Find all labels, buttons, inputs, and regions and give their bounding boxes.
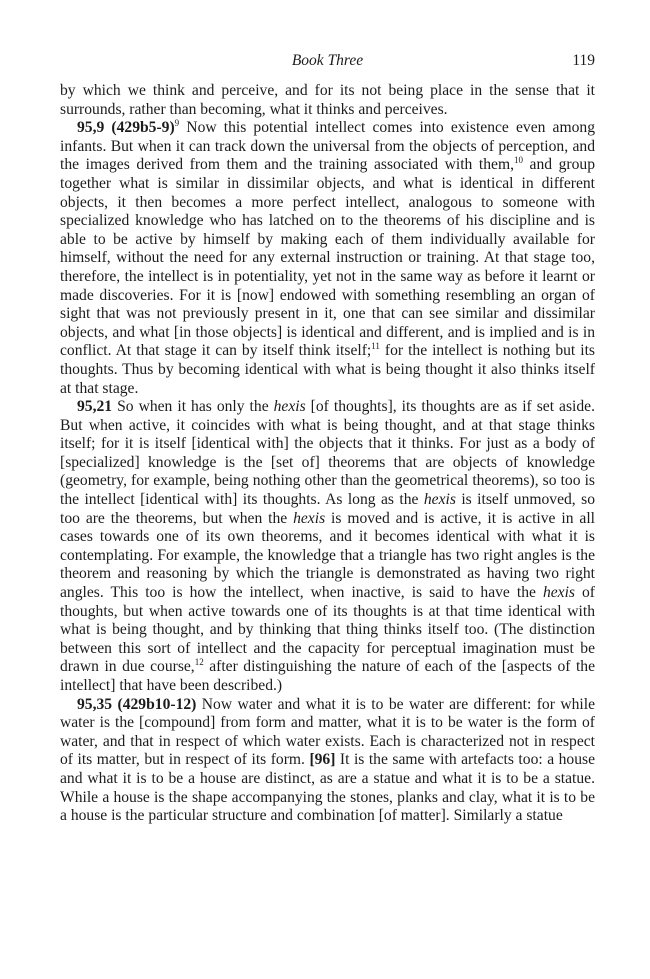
paragraph — [60, 696, 595, 826]
paragraph — [60, 82, 595, 119]
paragraph-text: Now this potential intellect comes into existence even among infants. But when it can track down the universal from the objects of perception, and the images derived from them and the training associated with them, — [60, 119, 595, 174]
footnote-marker: 9 — [174, 118, 180, 129]
italic-term: hexis — [423, 491, 456, 509]
paragraph-text: So when it has only the — [112, 398, 274, 416]
footnote-marker: 11 — [371, 341, 380, 352]
italic-term: hexis — [542, 584, 575, 602]
paragraph-text: of thoughts, but when active towards one of its thoughts is at that time identical with what is being thought, and by thinking that thing thinks itself too. (The distinction between this sort of intellect and the capacity for perceptual imagination must be drawn in due course, — [60, 584, 595, 676]
section-reference: [96] — [309, 751, 336, 769]
paragraph-text: is itself unmoved, so too are the theorems, but when the — [60, 491, 595, 527]
italic-term: hexis — [273, 398, 306, 416]
paragraph-text: after distinguishing the nature of each of the [aspects of the intellect] that have been described.) — [60, 658, 596, 694]
page-header — [60, 52, 595, 82]
section-reference: 95,35 (429b10-12) — [77, 695, 197, 713]
paragraph-text: and group together what is similar in dissimilar objects, and what is identical in different objects, it then becomes a more perfect intellect, analogous to someone with specialized knowledge who has latched on to the theorems of his discipline and is able to be active by himself by making each of them individually available for himself, without the need for any external instruction or training. At that stage too, therefore, the intellect is in potentiality, yet not in the same way as before it learnt or made discoveries. For it is [now] endowed with something resembling an organ of sight that was not previously present in it, one that can see similar and dissimilar objects, and what [in those objects] is identical and different, and is implied and is in conflict. At that stage it can by itself think itself; — [60, 156, 595, 360]
section-reference: 95,21 — [77, 398, 113, 416]
running-head: Book Three — [291, 52, 364, 69]
paragraph-text: by which we think and perceive, and for its not being place in the sense that it surrounds, rather than becoming, what it thinks and perceives. — [60, 82, 595, 118]
paragraph-text: [of thoughts], its thoughts are as if set aside. But when active, it coincides with what is being thought, and at that stage thinks itself; for it is itself [identical with] the objects that it thinks. For just as a body of [specialized] knowledge is the [set of] theorems that are objects of knowledge (geometry, for example, being nothing other than the geometrical theorems), so too is the intellect [identical with] its thoughts. As long as the — [60, 398, 595, 509]
italic-term: hexis — [293, 509, 326, 527]
section-reference: 95,9 (429b5-9) — [77, 119, 175, 137]
book-page — [60, 52, 595, 826]
paragraph-text: Now water and what it is to be water are different: for while water is the [compound] from form and matter, what it is to be water is the form of water, and that in respect of which water exists. Each is characterized not in respect of its matter, but in respect of its form. — [60, 695, 595, 769]
body-text — [60, 82, 595, 826]
paragraph — [60, 119, 595, 398]
footnote-marker: 10 — [513, 155, 523, 166]
footnote-marker: 12 — [194, 657, 204, 668]
paragraph-text: It is the same with artefacts too: a house and what it is to be a house are distinct, as are a statue and what it is to be a statue. While a house is the shape accompanying the stones, planks and clay, what it is to be a house is the particular structure and combination [of matter]. Similarly a statue — [60, 751, 595, 825]
page-number: 119 — [572, 52, 595, 69]
paragraph-text: for the intellect is nothing but its thoughts. Thus by becoming identical with what is being thought it also thinks itself at that stage. — [60, 342, 595, 397]
paragraph — [60, 398, 595, 696]
paragraph-text: is moved and is active, it is active in all cases towards one of its own theorems, and it becomes identical with what it is contemplating. For example, the knowledge that a triangle has two right angles is the theorem and reasoning by which the triangle is demonstrated as having two right angles. This too is how the intellect, when inactive, is said to have the — [60, 509, 595, 602]
